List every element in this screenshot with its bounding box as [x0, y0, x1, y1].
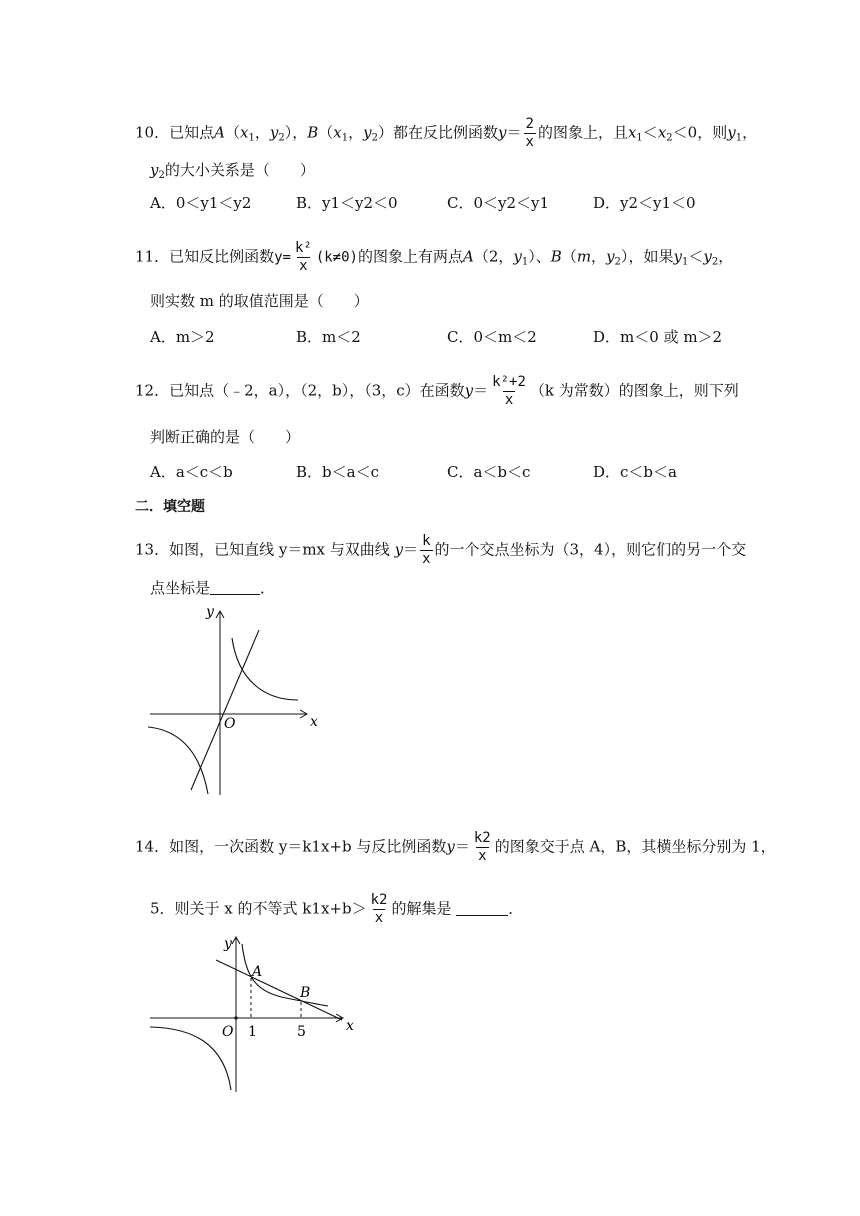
q14-fraction-1: $\frac{k2}{x}$ — [473, 830, 491, 864]
q12-option-d[interactable]: D．c＜b＜a — [593, 463, 677, 481]
q14-origin-label: O — [222, 1024, 234, 1040]
q10-option-c[interactable]: C．0＜y2＜y1 — [447, 194, 550, 212]
q13-text-b: 的一个交点坐标为（3，4），则它们的另一个交 — [434, 540, 747, 559]
q11-option-c[interactable]: C．0＜m＜2 — [447, 328, 537, 346]
q10-text-b: 都在反比例函数 — [392, 123, 498, 142]
q14-fraction-2: $\frac{k2}{x}$ — [370, 892, 388, 926]
q14-text-b: 的图象交于点 A，B，其横坐标分别为 1， — [494, 837, 776, 856]
q10-line2: $y_2$的大小关系是（ ） — [150, 161, 315, 181]
q10-fraction: $\frac{2}{x}$ — [525, 116, 534, 150]
q10-line1: 10．已知点$A(x_1$，$y_2$），$B(x_1$，$y_2$）都在反比例函数y＝ $\frac{2}{x}$ 的图象上，且$x_1<x_2<0$，则$y_1$， — [135, 116, 758, 150]
q14-origin-dot — [234, 1016, 237, 1019]
q11-line1: 11．已知反比例函数y= $\frac{\text{k²}}{x}$ (k≠0)的图象上有两点A（2，$y_1$）、B（m，$y_2$），如果$y_1<y_2$， — [135, 240, 734, 274]
q13-origin-label: O — [224, 716, 236, 732]
q14-point-a-label: A — [252, 964, 263, 980]
q14-tick-1: 1 — [248, 1024, 257, 1040]
q13-fraction: $\frac{k}{x}$ — [422, 533, 431, 567]
q14-line1: 14．如图，一次函数 y＝k1x+b 与反比例函数y＝ $\frac{k2}{x}$ 的图象交于点 A，B，其横坐标分别为 1， — [135, 830, 776, 864]
q11-option-b[interactable]: B．m＜2 — [296, 328, 361, 346]
q10-text-a: 已知点 — [169, 123, 215, 142]
q14-text-line2-b: 的解集是 — [391, 899, 452, 918]
q11-text-c: ，如果 — [628, 247, 674, 266]
q13-text-line2: 点坐标是 — [150, 579, 211, 597]
q13-line2: 点坐标是 ． — [150, 579, 276, 597]
q11-line2: 则实数 m 的取值范围是（ ） — [150, 292, 369, 310]
q12-number: 12． — [135, 381, 170, 400]
q13-line-y-mx — [191, 630, 259, 790]
q13-number: 13． — [135, 540, 170, 559]
q13-hyperbola-branch-1 — [232, 638, 298, 700]
q13-text-a: 如图，已知直线 y＝mx 与双曲线 — [169, 540, 390, 559]
q14-point-b-label: B — [300, 985, 311, 1001]
q13-line1: 13．如图，已知直线 y＝mx 与双曲线 y＝ $\frac{k}{x}$ 的一个交点坐标为（3，4），则它们的另一个交 — [135, 533, 747, 567]
q10-text-d: ，则 — [697, 123, 728, 142]
q14-hyperbola-branch-3 — [150, 1027, 231, 1090]
q14-text-line2-a: 5．则关于 x 的不等式 k1x+b＞ — [150, 899, 367, 918]
q12-line1: 12．已知点（﹣2，a），（2，b），（3，c）在函数y＝ $\frac{\text{k²+2}}{x}$ （k 为常数）的图象上，则下列 — [135, 374, 739, 408]
q12-fraction: $\frac{\text{k²+2}}{x}$ — [492, 374, 526, 408]
q10-option-b[interactable]: B．y1＜y2＜0 — [296, 194, 398, 212]
q10-text-c: 的图象上，且 — [537, 123, 628, 142]
q14-answer-blank[interactable] — [456, 901, 508, 916]
q12-line2: 判断正确的是（ ） — [150, 428, 301, 446]
q14-text-a: 如图，一次函数 y＝k1x+b 与反比例函数 — [169, 837, 447, 856]
q13-hyperbola-branch-3 — [148, 727, 208, 794]
q11-number: 11． — [135, 247, 170, 266]
q11-text-a: 已知反比例函数 — [169, 247, 275, 266]
q14-line-k1x-b — [216, 960, 342, 1020]
q11-text-b: 的图象上有两点 — [357, 247, 463, 266]
q12-option-a[interactable]: A．a＜c＜b — [150, 463, 233, 481]
q13-graph — [146, 600, 336, 800]
q14-number: 14． — [135, 837, 170, 856]
q12-option-c[interactable]: C．a＜b＜c — [447, 463, 531, 481]
q14-x-label: x — [346, 1018, 354, 1034]
q12-text-a: 已知点（﹣2，a），（2，b），（3，c）在函数 — [169, 381, 465, 400]
q11-option-a[interactable]: A．m＞2 — [150, 328, 215, 346]
q14-y-label: y — [224, 936, 232, 952]
q10-number: 10． — [135, 123, 170, 142]
q11-fraction: $\frac{\text{k²}}{x}$ — [294, 240, 312, 274]
q12-option-b[interactable]: B．b＜a＜c — [296, 463, 379, 481]
section-title-fill-in: 二．填空题 — [135, 499, 205, 515]
q13-x-label: x — [310, 714, 318, 730]
q13-answer-blank[interactable] — [210, 580, 260, 595]
q14-tick-5: 5 — [297, 1024, 306, 1040]
q10-text-tail: 的大小关系是（ ） — [164, 161, 315, 179]
q14-graph — [146, 930, 366, 1095]
q10-option-a[interactable]: A．0＜y1＜y2 — [150, 194, 252, 212]
q12-text-b: （k 为常数）的图象上，则下列 — [529, 381, 739, 400]
q14-line2: 5．则关于 x 的不等式 k1x+b＞ $\frac{k2}{x}$ 的解集是 ． — [150, 892, 524, 926]
q11-option-d[interactable]: D．m＜0 或 m＞2 — [593, 328, 723, 346]
q10-option-d[interactable]: D．y2＜y1＜0 — [593, 194, 696, 212]
q13-y-label: y — [206, 604, 214, 620]
q11-condition: (k≠0) — [315, 249, 358, 266]
